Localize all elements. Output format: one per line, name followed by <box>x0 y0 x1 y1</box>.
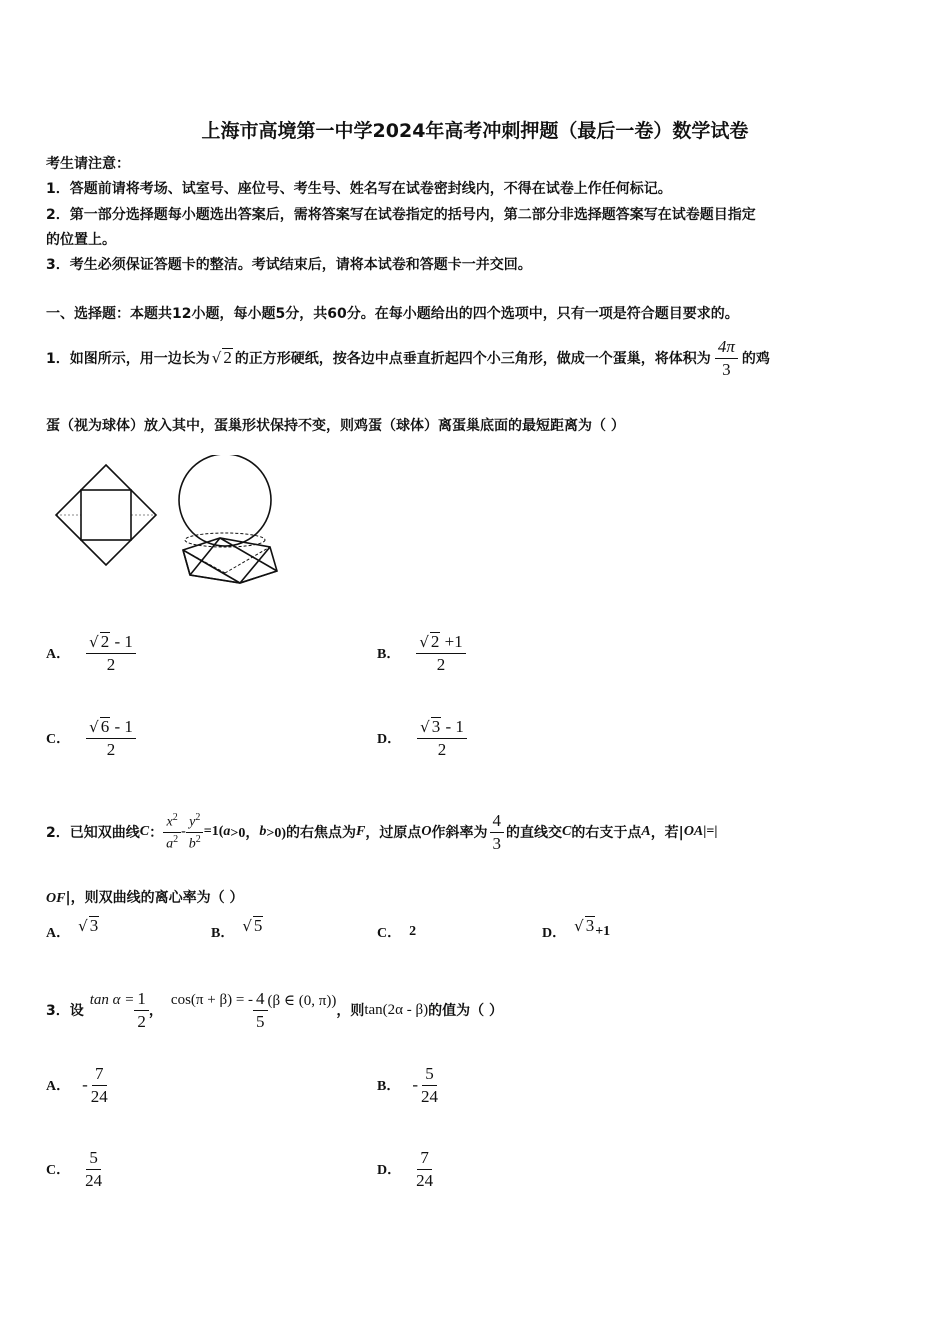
q3-option-d-value <box>413 1148 436 1190</box>
q3-option-a-den: 24 <box>90 1086 108 1106</box>
egg-in-nest-diagram <box>179 455 277 583</box>
q2-option-a[interactable]: A． √ 3 <box>46 916 99 941</box>
q1-text-1: 1．如图所示，用一边长为 <box>46 351 210 367</box>
notice-item-2: 2．第一部分选择题每小题选出答案后，需将答案写在试卷指定的括号内，第二部分非选择题答案写在试卷题目指定 <box>46 207 756 223</box>
q2-option-b-label: B． <box>211 926 235 941</box>
q2-b: b <box>259 824 267 839</box>
q2-slope-num: 4 <box>490 811 505 833</box>
q3-frac-num: 4 <box>253 989 268 1011</box>
q1-option-a-rest: - 1 <box>110 632 133 651</box>
q2-text-4: 的直线交 <box>506 825 562 841</box>
q3-option-b-sign: - <box>412 1075 419 1095</box>
q3-option-a-value <box>88 1064 111 1106</box>
q3-option-d-label: D． <box>377 1163 402 1179</box>
q2-cond1: >0， <box>230 826 260 841</box>
q2-slope-fraction <box>490 811 505 853</box>
q2-text-6: ，若| <box>650 825 684 841</box>
question-1-line1 <box>46 328 770 388</box>
q2-text-3: 作斜率为 <box>431 825 488 841</box>
radical-icon: √ <box>211 349 222 367</box>
q1-option-a-label: A． <box>46 647 71 663</box>
q1-text-2: 的正方形硬纸，按各边中点垂直折起四个小三角形，做成一个蛋巢，将体积为 <box>234 351 711 367</box>
page-title: 上海市高境第一中学2024年高考冲刺押题（最后一卷）数学试卷 <box>201 120 749 142</box>
q2-option-c-value: 2 <box>409 924 417 939</box>
q1-option-d-value: $\frac{√ 3 - 1}{2}$ <box>417 717 467 759</box>
q2-text-5: 的右支于点 <box>571 825 642 841</box>
q2-text-1: 2．已知双曲线 <box>46 825 140 841</box>
q1-option-b-root: 2 <box>430 632 440 651</box>
q3-option-a[interactable] <box>46 1064 111 1106</box>
question-2-line1 <box>46 800 717 864</box>
q2-slope-den: 3 <box>492 833 501 853</box>
q2-x: x <box>166 814 173 830</box>
q1-volume-fraction <box>715 337 738 379</box>
q1-option-c-den: 2 <box>106 739 116 759</box>
q2-x-fraction: $\frac{x^2}{a^2}$ <box>163 812 181 853</box>
q3-cos: cos(π + β) = - <box>170 991 254 1008</box>
q3-text-3: 的值为（ ） <box>428 1003 504 1019</box>
q3-option-a-num: 7 <box>92 1064 107 1086</box>
q1-sqrt <box>212 348 233 368</box>
q2-oa: OA <box>683 824 704 839</box>
q2-cond2: >0)的右焦点为 <box>266 826 357 841</box>
q2-option-c-label: C． <box>377 926 402 941</box>
q1-option-d-rest: - 1 <box>441 717 464 736</box>
q1-option-a-den: 2 <box>106 654 116 674</box>
q1-option-b-value: $\frac{√ 2 +1}{2}$ <box>416 632 465 674</box>
q1-option-a-value: $\frac{√ 2 - 1}{2}$ <box>86 632 136 674</box>
unfolded-paper-diagram <box>56 465 156 565</box>
q2-y: y <box>189 814 196 830</box>
q1-option-b-rest: +1 <box>440 632 463 651</box>
q1-option-d-root: 3 <box>431 717 441 736</box>
q1-option-c[interactable] <box>46 717 136 759</box>
section-heading: 一、选择题：本题共12小题，每小题5分，共60分。在每小题给出的四个选项中，只有一项是符合题目要求的。 <box>46 306 739 322</box>
q3-option-d[interactable] <box>377 1148 436 1190</box>
q3-option-c-den: 24 <box>85 1170 103 1190</box>
q3-text-2: ，则 <box>336 1003 365 1019</box>
q2-y-fraction: $\frac{y^2}{b^2}$ <box>186 812 204 853</box>
q3-expr: tan(2α - β) <box>364 1001 429 1018</box>
q2-eq: =1( <box>203 824 224 839</box>
q3-option-a-label: A． <box>46 1079 71 1095</box>
q1-option-d[interactable] <box>377 717 467 759</box>
q1-option-c-label: C． <box>46 732 71 748</box>
q2-option-d-label: D． <box>542 926 567 941</box>
q2-option-b[interactable]: B． √ 5 <box>211 916 263 941</box>
q2-option-a-root: 3 <box>89 916 99 935</box>
q1-volume-num: 4π <box>715 337 738 359</box>
q3-option-c-num: 5 <box>86 1148 101 1170</box>
q1-sqrt-arg: 2 <box>223 348 232 367</box>
q2-var-c2: C <box>562 824 572 839</box>
q2-text-2: ，过原点 <box>365 825 422 841</box>
q1-option-b-den: 2 <box>436 654 446 674</box>
q2-text-7: |=| <box>703 824 718 839</box>
q3-option-b-num: 5 <box>422 1064 437 1086</box>
egg-nest-figure <box>50 455 290 605</box>
q1-option-d-label: D． <box>377 732 402 748</box>
question-2-line2 <box>46 887 243 907</box>
notice-item-1: 1．答题前请将考场、试室号、座位号、考生号、姓名写在试卷密封线内，不得在试卷上作任何标记。 <box>46 181 672 197</box>
notice-heading: 考生请注意： <box>46 156 130 172</box>
q3-tan: tan α = <box>89 991 135 1008</box>
q2-option-d[interactable]: D． √ 3 +1 <box>542 916 611 941</box>
q1-option-a[interactable] <box>46 632 136 674</box>
notice-item-3: 3．考生必须保证答题卡的整洁。考试结束后，请将本试卷和答题卡一并交回。 <box>46 257 532 273</box>
q3-half-fraction <box>134 989 149 1031</box>
q1-volume-den: 3 <box>722 359 731 379</box>
q2-option-b-root: 5 <box>253 916 263 935</box>
question-3-line <box>46 978 503 1042</box>
q1-option-c-rest: - 1 <box>110 717 133 736</box>
q2-b-sq: b <box>188 836 196 852</box>
q3-option-b-label: B． <box>377 1079 401 1095</box>
q1-option-a-root: 2 <box>100 632 110 651</box>
q2-option-d-root: 3 <box>585 916 595 935</box>
q1-option-d-den: 2 <box>437 739 447 759</box>
notice-item-2-cont: 的位置上。 <box>46 232 116 248</box>
q2-minus: - <box>181 824 186 839</box>
q3-option-c[interactable] <box>46 1148 105 1190</box>
q3-option-d-den: 24 <box>416 1170 434 1190</box>
q1-option-c-value: $\frac{√ 6 - 1}{2}$ <box>86 717 136 759</box>
q3-option-b[interactable] <box>377 1064 441 1106</box>
q3-option-c-value <box>82 1148 105 1190</box>
q3-option-b-den: 24 <box>421 1086 439 1106</box>
q1-text-3: 的鸡 <box>741 351 770 367</box>
q1-option-c-root: 6 <box>100 717 110 736</box>
q2-o: O <box>421 824 432 839</box>
q2-option-c[interactable] <box>377 922 416 942</box>
q2-a-sq: a <box>166 836 174 852</box>
q2-colon: ： <box>149 825 164 841</box>
q3-frac-den: 5 <box>256 1011 265 1031</box>
q2-of: OF <box>46 891 66 906</box>
q2-point-a: A <box>641 824 651 839</box>
q2-var-c: C <box>139 824 150 839</box>
q2-f: F <box>356 824 366 839</box>
q3-option-c-label: C． <box>46 1163 71 1179</box>
q1-option-b[interactable] <box>377 632 466 674</box>
q3-text-1: 3．设 <box>46 1003 84 1019</box>
q3-cond: (β ∈ (0, π)) <box>267 992 337 1009</box>
q3-comma: ， <box>148 1003 163 1019</box>
q1-option-b-label: B． <box>377 647 401 663</box>
q3-option-b-value <box>418 1064 441 1106</box>
q3-frac <box>253 989 268 1031</box>
q3-half-den: 2 <box>137 1011 146 1031</box>
question-1-line2: 蛋（视为球体）放入其中，蛋巢形状保持不变，则鸡蛋（球体）离蛋巢底面的最短距离为（ ） <box>46 418 625 434</box>
q2-a: a <box>223 824 231 839</box>
q2-option-a-label: A． <box>46 926 71 941</box>
q2-option-d-rest: +1 <box>595 924 611 939</box>
q3-option-d-num: 7 <box>417 1148 432 1170</box>
q3-option-a-sign: - <box>82 1075 88 1095</box>
q3-half-num: 1 <box>134 989 149 1011</box>
q2-text-line2: |，则双曲线的离心率为（ ） <box>65 890 244 906</box>
